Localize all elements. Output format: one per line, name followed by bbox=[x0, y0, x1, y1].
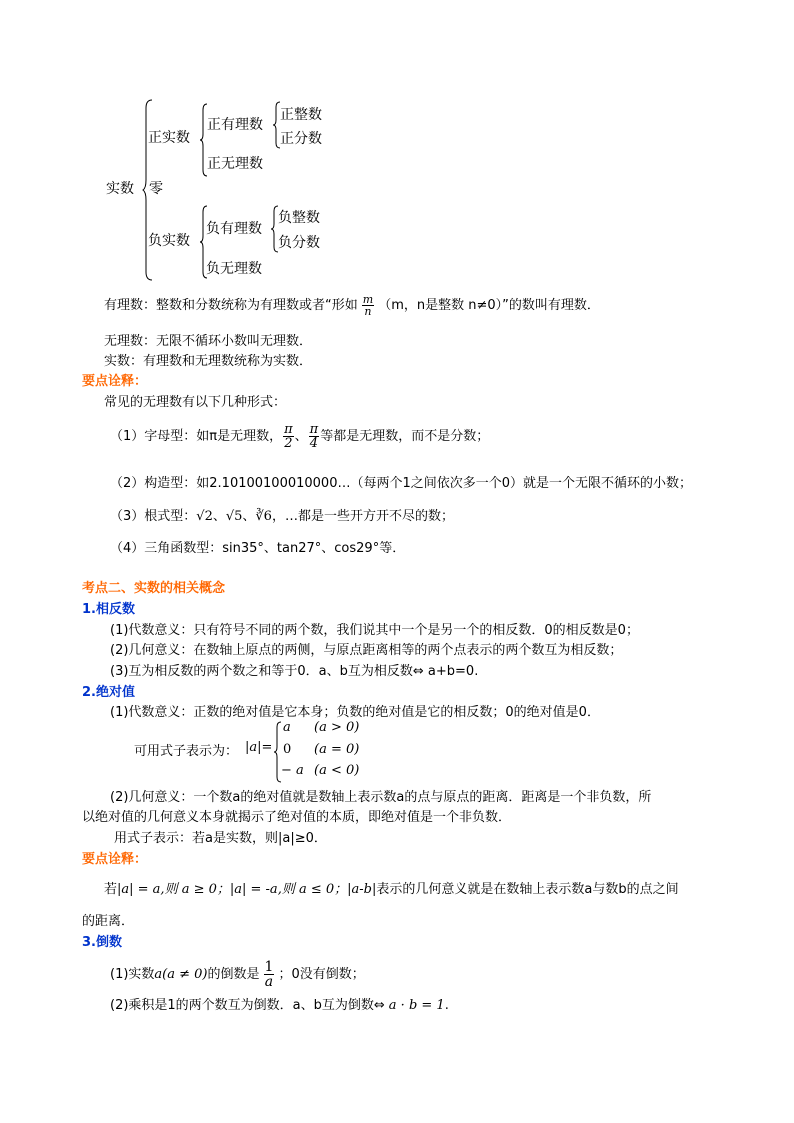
s1-title: 1.相反数 bbox=[82, 602, 135, 617]
tree-neg-integer: 负整数 bbox=[278, 210, 320, 226]
tree-neg-irrational: 负无理数 bbox=[206, 261, 262, 277]
s2-note-heading: 要点诠释： bbox=[82, 852, 148, 867]
s2-note-expression: |a| = a,则 a ≥ 0；|a| = -a,则 a ≤ 0；|a-b| bbox=[117, 882, 377, 897]
s3-product-expression: a · b = 1 bbox=[388, 998, 445, 1013]
note1-item1: （1）字母型：如π是无理数， $\frac{\pi}{2}$ 、 $\frac{\pi}{4}$ 等都是无理数，而不是分数； bbox=[110, 422, 490, 451]
s1-line3: (3)互为相反数的两个数之和等于0．a、b互为相反数⇔ a+b=0. bbox=[110, 664, 479, 679]
tree-neg-rational: 负有理数 bbox=[206, 221, 262, 237]
tree-pos-irrational: 正无理数 bbox=[207, 156, 263, 172]
tree-neg-fraction: 负分数 bbox=[278, 235, 320, 251]
def-rational bbox=[104, 294, 600, 317]
s2-case3-cond: (a < 0) bbox=[314, 763, 360, 778]
note1-intro: 常见的无理数有以下几种形式： bbox=[104, 395, 287, 410]
s3-expression: a(a ≠ 0) bbox=[154, 967, 208, 982]
s2-case1-cond: (a > 0) bbox=[314, 720, 360, 735]
s2-case3-value: − a bbox=[281, 763, 304, 778]
note1-item2: （2）构造型：如2.10100100010000…（每两个1之间依次多一个0）就是一个无限不循环的小数； bbox=[110, 476, 693, 491]
def-real: 实数：有理数和无理数统称为实数． bbox=[104, 354, 313, 369]
fraction-m-over-n: $\frac{m}{n}$ bbox=[362, 293, 374, 318]
s2-line1: (1)代数意义：正数的绝对值是它本身；负数的绝对值是它的相反数；0的绝对值是0． bbox=[110, 705, 600, 720]
s2-line2a: (2)几何意义：一个数a的绝对值就是数轴上表示数a的点与原点的距离．距离是一个非负数，所 bbox=[110, 790, 652, 805]
tree-neg-real: 负实数 bbox=[148, 233, 190, 249]
fraction-pi-over-2: $\frac{\pi}{2}$ bbox=[284, 422, 293, 451]
tree-zero: 零 bbox=[149, 181, 163, 197]
note1-heading: 要点诠释： bbox=[82, 374, 148, 389]
note1-item4: （4）三角函数型：sin35°、tan27°、cos29°等． bbox=[110, 541, 406, 556]
s2-line3: 用式子表示：若a是实数，则|a|≥0． bbox=[114, 831, 327, 846]
tree-pos-rational: 正有理数 bbox=[207, 117, 263, 133]
section2-title: 考点二、实数的相关概念 bbox=[82, 581, 226, 596]
tree-root: 实数 bbox=[106, 181, 134, 197]
tree-pos-fraction: 正分数 bbox=[280, 131, 322, 147]
tree-pos-real: 正实数 bbox=[148, 130, 190, 146]
fraction-pi-over-4: $\frac{\pi}{4}$ bbox=[309, 422, 319, 451]
s2-note-line2: 的距离． bbox=[82, 914, 135, 929]
s3-line1: (1)实数a(a ≠ 0)的倒数是 $\frac{1}{a}$ ；0没有倒数； bbox=[110, 959, 365, 990]
s2-case1-value: a bbox=[283, 720, 291, 735]
s2-note-line: 若|a| = a,则 a ≥ 0；|a| = -a,则 a ≤ 0；|a-b|表示的几何意义就是在数轴上表示数a与数b的点之间 bbox=[104, 882, 679, 897]
s3-line2: (2)乘积是1的两个数互为倒数．a、b互为倒数⇔ a · b = 1. bbox=[110, 998, 449, 1013]
def-rational-text: 有理数：整数和分数统称为有理数或者“形如 bbox=[104, 298, 358, 313]
s2-case2-cond: (a = 0) bbox=[314, 742, 360, 757]
s2-line2b: 以绝对值的几何意义本身就揭示了绝对值的本质，即绝对值是一个非负数． bbox=[82, 810, 512, 825]
radical-expression: √2、√5、∛6 bbox=[196, 509, 272, 524]
s2-formula-label: 可用式子表示为： bbox=[134, 744, 239, 759]
s2-abs-lhs: |a|= bbox=[245, 740, 273, 755]
s1-line2: (2)几何意义：在数轴上原点的两侧，与原点距离相等的两个点表示的两个数互为相反数； bbox=[110, 643, 623, 658]
s1-line1: (1)代数意义：只有符号不同的两个数，我们说其中一个是另一个的相反数．0的相反数是0； bbox=[110, 623, 639, 638]
s2-title: 2.绝对值 bbox=[82, 685, 135, 700]
fraction-1-over-a: $\frac{1}{a}$ bbox=[264, 959, 274, 990]
note1-item3: （3）根式型：√2、√5、∛6，…都是一些开方开不尽的数； bbox=[110, 509, 454, 524]
s3-title: 3.倒数 bbox=[82, 935, 122, 950]
tree-pos-integer: 正整数 bbox=[280, 107, 322, 123]
s2-case2-value: 0 bbox=[283, 742, 292, 757]
def-rational-text-2: （m，n是整数 n≠0）”的数叫有理数． bbox=[378, 298, 600, 313]
def-irrational: 无理数：无限不循环小数叫无理数． bbox=[104, 334, 313, 349]
